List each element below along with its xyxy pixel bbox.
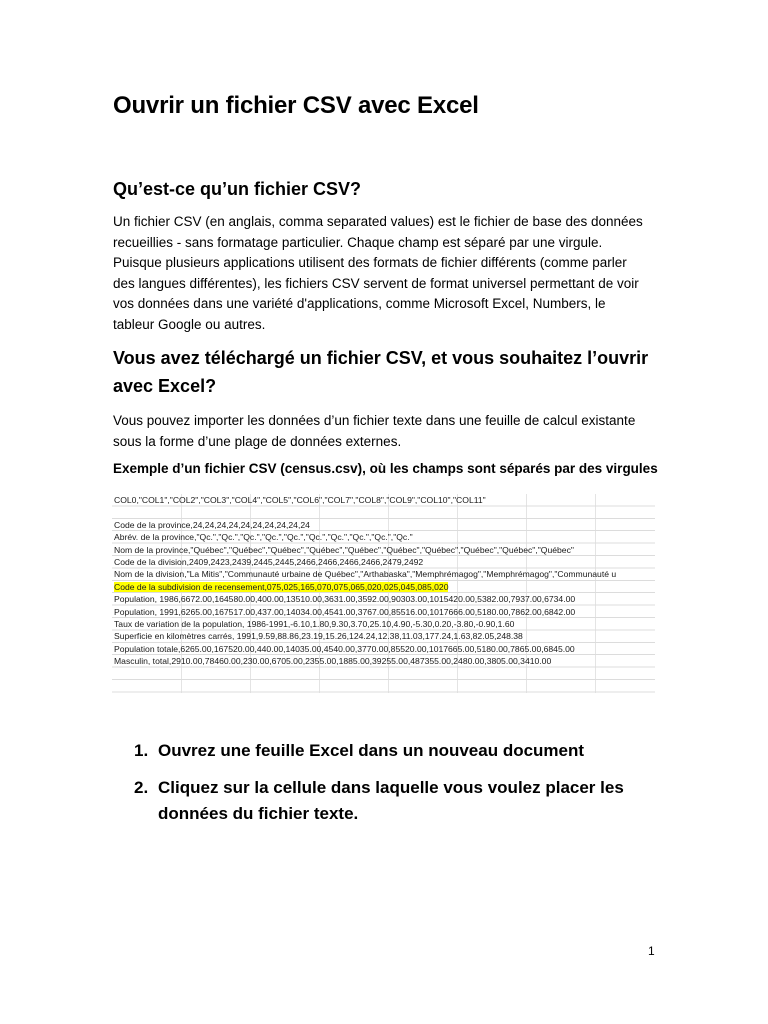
- paragraph-line: Un fichier CSV (en anglais, comma separated values) est le fichier de base des données: [113, 214, 643, 229]
- paragraph-line: tableur Google ou autres.: [113, 316, 266, 332]
- csv-row: Abrév. de la province,"Qc.","Qc.","Qc.","Qc.","Qc.","Qc.","Qc.","Qc.","Qc.","Qc.": [114, 532, 413, 543]
- document-title: Ouvrir un fichier CSV avec Excel: [113, 92, 479, 119]
- csv-row: Population totale,6265.00,167520.00,440.00,14035.00,4540.00,3770.00,85520.00,1017665.00,5180.00,7865.00,6845.00: [114, 643, 575, 654]
- step-item: [113, 738, 643, 764]
- highlighted-cell-text: Code de la subdivision de recensement,075,025,165,070,075,065,020,025,045,085,020: [114, 581, 449, 592]
- paragraph-line: recueillies - sans formatage particulier. Chaque champ est séparé par une virgule.: [113, 234, 603, 250]
- paragraph-line: Puisque plusieurs applications utilisent des formats de fichier différents (comme parler: [113, 255, 627, 270]
- heading-line: Vous avez téléchargé un fichier CSV, et vous souhaitez l’ouvrir: [113, 348, 649, 368]
- csv-row-highlighted: [112, 581, 655, 593]
- csv-row: Population, 1986,6672.00,164580.00,400.00,13510.00,3631.00,3592.00,90303.00,1015420.00,5382.00,7937.00,6734.00: [114, 594, 576, 605]
- step-text: Ouvrez une feuille Excel dans un nouveau document: [158, 741, 585, 760]
- example-caption: Exemple d’un fichier CSV (census.csv), où les champs sont séparés par des virgules: [113, 461, 658, 476]
- import-paragraph: [113, 411, 658, 452]
- heading-line: avec Excel?: [113, 376, 217, 396]
- csv-row: Taux de variation de la population, 1986-1991,-6.10,1.80,9.30,3.70,25.10,4.90,-5.30,0.20,-3.80,-0.90,1.60: [114, 618, 515, 629]
- paragraph-line: des langues différentes), les fichiers CSV servent de format universel permettant de voir: [113, 275, 639, 291]
- page-number: 1: [648, 944, 655, 958]
- section-heading-csv: Qu’est-ce qu’un fichier CSV?: [113, 179, 362, 199]
- paragraph-line: sous la forme d’une plage de données externes.: [113, 433, 402, 449]
- csv-row: Superficie en kilomètres carrés, 1991,9.59,88.86,23.19,15.26,124.24,12.38,11.03,177.24,1.63,82.05,248.38: [114, 631, 523, 642]
- csv-row: Code de la province,24,24,24,24,24,24,24,24,24,24: [114, 519, 310, 530]
- section-heading-import: [113, 344, 653, 400]
- step-item: [113, 775, 643, 827]
- csv-definition-paragraph: [113, 212, 658, 335]
- csv-row: Code de la division,2409,2423,2439,2445,2445,2466,2466,2466,2466,2479,2492: [114, 556, 424, 567]
- steps-list: [113, 738, 643, 838]
- csv-example-spreadsheet: [112, 494, 655, 693]
- step-text: Cliquez sur la cellule dans laquelle vous voulez placer les données du fichier texte.: [158, 778, 624, 823]
- csv-row: COL0,"COL1","COL2","COL3","COL4","COL5","COL6","COL7","COL8","COL9","COL10","COL11": [114, 495, 486, 505]
- csv-row: Nom de la division,"La Mitis","Communauté urbaine de Québec","Arthabaska","Memphrémagog","Memphrémagog","Communauté u: [114, 569, 617, 580]
- paragraph-line: Vous pouvez importer les données d’un fichier texte dans une feuille de calcul existante: [113, 413, 636, 428]
- step-number: 2.: [134, 778, 149, 797]
- step-number: 1.: [134, 741, 149, 760]
- csv-row: [112, 506, 655, 518]
- paragraph-line: vos données dans une variété d'applications, comme Microsoft Excel, Numbers, le: [113, 296, 606, 311]
- csv-row: Nom de la province,"Québec","Québec","Québec","Québec","Québec","Québec","Québec","Québec","Québec","Québec": [114, 544, 574, 555]
- csv-row: Masculin, total,2910.00,78460.00,230.00,6705.00,2355.00,1885.00,39255.00,487355.00,2480.00,3805.00,3410.00: [114, 656, 552, 667]
- csv-row: Population, 1991,6265.00,167517.00,437.00,14034.00,4541.00,3767.00,85516.00,1017666.00,5180.00,7862.00,6842.00: [114, 606, 576, 617]
